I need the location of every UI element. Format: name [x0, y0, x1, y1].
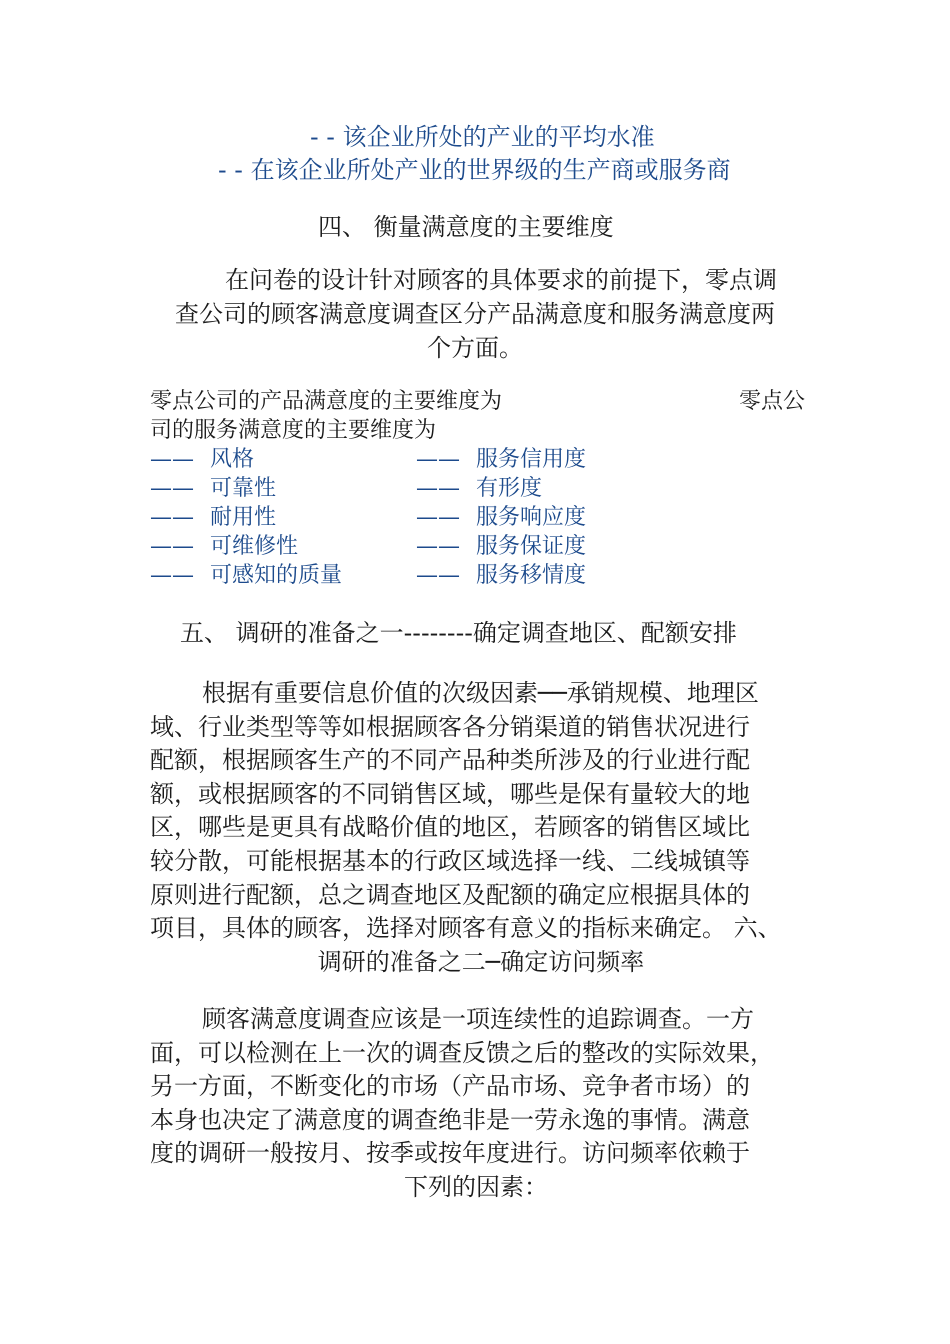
paragraph-line: 配额，根据顾客生产的不同产品种类所涉及的行业进行配: [150, 746, 750, 775]
list-item: [416, 503, 586, 532]
list-item: [150, 561, 342, 590]
paragraph-line: 根据有重要信息价值的次级因素──承销规模、地理区: [202, 679, 759, 707]
paragraph-region-quota: [150, 677, 812, 979]
dash-marker: ——: [416, 534, 460, 559]
dimensions-intro: [150, 387, 805, 445]
bullet-industry-average: - - 该企业所处的产业的平均水准: [310, 123, 655, 151]
service-dimension: 服务信用度: [476, 447, 587, 472]
dash-marker: ——: [416, 563, 460, 588]
service-dimensions-intro-start: 零点公: [738, 389, 805, 414]
paragraph-line: 面，可以检测在上一次的调查反馈之后的整改的实际效果，: [150, 1038, 774, 1067]
list-item: [150, 532, 342, 561]
paragraph-line: 额，或根据顾客的不同销售区域，哪些是保有量较大的地: [150, 779, 750, 808]
service-dimensions-list: [416, 445, 586, 590]
dash-marker: ——: [416, 447, 460, 472]
service-dimension: 服务保证度: [476, 534, 587, 559]
service-dimension: 服务响应度: [476, 505, 587, 530]
paragraph-line: 原则进行配额，总之调查地区及配额的确定应根据具体的: [150, 880, 750, 909]
dash-marker: ——: [150, 447, 194, 472]
bullet-world-class-producer: - - 在该企业所处产业的世界级的生产商或服务商: [218, 156, 731, 184]
paragraph-visit-frequency: [150, 1003, 802, 1205]
list-item: [416, 561, 586, 590]
paragraph-questionnaire-design: [150, 263, 800, 365]
product-dimensions-intro: 零点公司的产品满意度的主要维度为: [150, 389, 503, 414]
paragraph-line: 项目，具体的顾客，选择对顾客有意义的指标来确定。 六、: [150, 914, 782, 943]
paragraph-line: 域、行业类型等等如根据顾客各分销渠道的销售状况进行: [150, 712, 750, 741]
paragraph-line: 度的调研一般按月、按季或按年度进行。访问频率依赖于: [150, 1139, 750, 1168]
product-dimension: 可靠性: [210, 476, 277, 501]
dash-marker: ——: [416, 505, 460, 530]
dash-marker: ——: [150, 476, 194, 501]
product-dimension: 可感知的质量: [210, 563, 343, 588]
paragraph-line: 较分散，可能根据基本的行政区域选择一线、二线城镇等: [150, 846, 750, 875]
section-4-heading: 四、 衡量满意度的主要维度: [318, 213, 614, 241]
paragraph-line: 个方面。: [427, 334, 523, 362]
paragraph-line: 在问卷的设计针对顾客的具体要求的前提下，零点调: [225, 266, 777, 294]
product-dimension: 可维修性: [210, 534, 299, 559]
section-6-heading: 调研的准备之二─确定访问频率: [317, 947, 645, 976]
list-item: [416, 445, 586, 474]
list-item: [416, 532, 586, 561]
list-item: [150, 474, 342, 503]
service-dimension: 服务移情度: [476, 563, 587, 588]
paragraph-line: 另一方面，不断变化的市场（产品市场、竞争者市场）的: [150, 1072, 750, 1101]
paragraph-line: 本身也决定了满意度的调查绝非是一劳永逸的事情。满意: [150, 1105, 750, 1134]
dash-marker: ——: [150, 505, 194, 530]
paragraph-line: 查公司的顾客满意度调查区分产品满意度和服务满意度两: [175, 300, 775, 328]
list-item: [150, 445, 342, 474]
product-dimension: 风格: [210, 447, 255, 472]
list-item: [416, 474, 586, 503]
service-dimension: 有形度: [476, 476, 543, 501]
dash-marker: ——: [150, 563, 194, 588]
paragraph-line: 区，哪些是更具有战略价值的地区，若顾客的销售区域比: [150, 813, 750, 842]
product-dimensions-list: [150, 445, 342, 590]
section-5-heading: 五、 调研的准备之一--------确定调查地区、配额安排: [180, 619, 737, 647]
paragraph-line: 下列的因素：: [404, 1172, 548, 1201]
list-item: [150, 503, 342, 532]
service-dimensions-intro-end: 司的服务满意度的主要维度为: [150, 418, 437, 443]
product-dimension: 耐用性: [210, 505, 277, 530]
dash-marker: ——: [150, 534, 194, 559]
paragraph-line: 顾客满意度调查应该是一项连续性的追踪调查。一方: [202, 1005, 754, 1033]
dash-marker: ——: [416, 476, 460, 501]
